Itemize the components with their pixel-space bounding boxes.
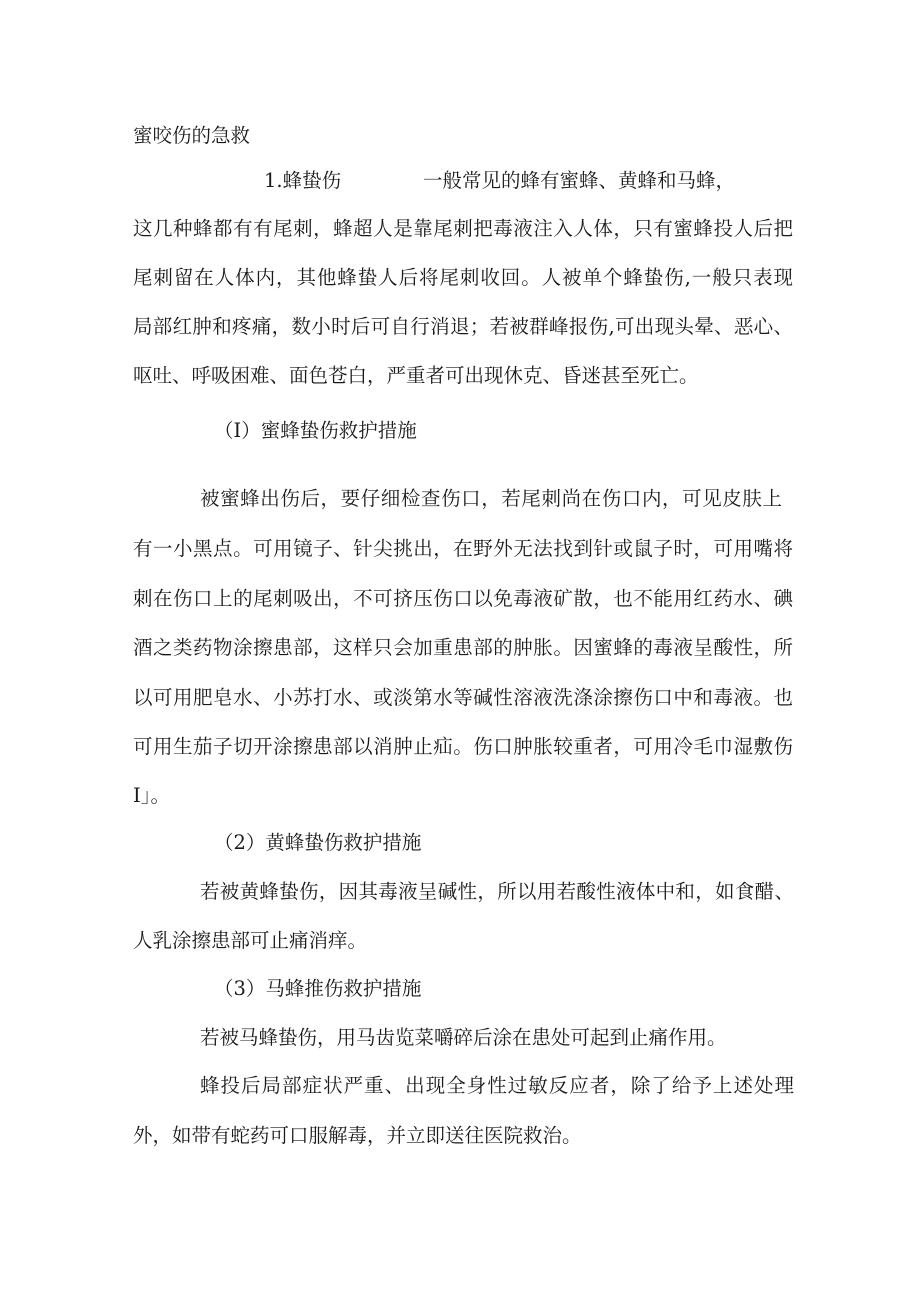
paragraph-line: 尾刺留在人体内，其他蜂蛰人后将尾刺收回。人被单个蜂蛰伤,一般只表现 [133, 266, 793, 289]
subsection-heading-hornet: （3）马蜂推伤救护措施 [214, 977, 422, 1000]
paragraph-line: 酒之类药物涂擦患部，这样只会加重患部的肿胀。因蜜蜂的毒液呈酸性，所 [133, 636, 793, 659]
paragraph-line: 有一小黑点。可用镜子、针尖挑出，在野外无法找到针或鼠子时，可用嘴将 [133, 537, 793, 560]
closing-paragraph-line: 外，如带有蛇药可口服解毒，并立即送往医院救治。 [133, 1124, 582, 1147]
paragraph-line: 若被黄蜂蛰伤，因其毒液呈碱性，所以用若酸性液体中和，如食醋、 [200, 880, 794, 903]
paragraph-line: 这几种蜂都有有尾刺，蜂超人是靠尾刺把毒液注入人体，只有蜜蜂投人后把 [133, 217, 793, 240]
paragraph-line: 以可用肥皂水、小苏打水、或淡第水等碱性溶液洗涤涂擦伤口中和毒液。也 [133, 686, 793, 709]
paragraph-line: 可用生茄子切开涂擦患部以消肿止疝。伤口肿胀较重者，可用冷毛巾湿敷伤 [133, 735, 793, 758]
paragraph-line: 刺在伤口上的尾刺吸出，不可挤压伤口以免毒液矿散，也不能用红药水、碘 [133, 587, 793, 610]
paragraph-line: I」。 [133, 784, 170, 807]
paragraph-line: 呕吐、呼吸困难、面色苍白，严重者可出现休克、昏迷甚至死亡。 [133, 364, 699, 387]
closing-paragraph-line: 蜂投后局部症状严重、出现全身性过敏反应者，除了给予上述处理 [200, 1074, 794, 1097]
section-heading-bee-sting: 1.蜂蛰伤 [264, 169, 342, 192]
paragraph-line: 被蜜蜂出伤后，要仔细检查伤口，若尾刺尚在伤口内，可见皮肤上 [200, 487, 782, 510]
section-lead-text: 一般常见的蜂有蜜蜂、黄蜂和马蜂， [423, 169, 736, 192]
paragraph-line: 若被马蜂蛰伤，用马齿览菜嚼碎后涂在患处可起到止痛作用。 [200, 1026, 727, 1049]
paragraph-line: 人乳涂擦患部可止痛消痒。 [133, 929, 368, 952]
paragraph-line: 局部红肿和疼痛，数小时后可自行消退；若被群峰报伤,可出现头晕、恶心、 [133, 315, 793, 338]
subsection-heading-honeybee: （I）蜜蜂蛰伤救护措施 [214, 419, 417, 442]
subsection-heading-wasp: （2）黄蜂蛰伤救护措施 [214, 831, 422, 854]
document-title: 蜜咬伤的急救 [133, 124, 251, 147]
